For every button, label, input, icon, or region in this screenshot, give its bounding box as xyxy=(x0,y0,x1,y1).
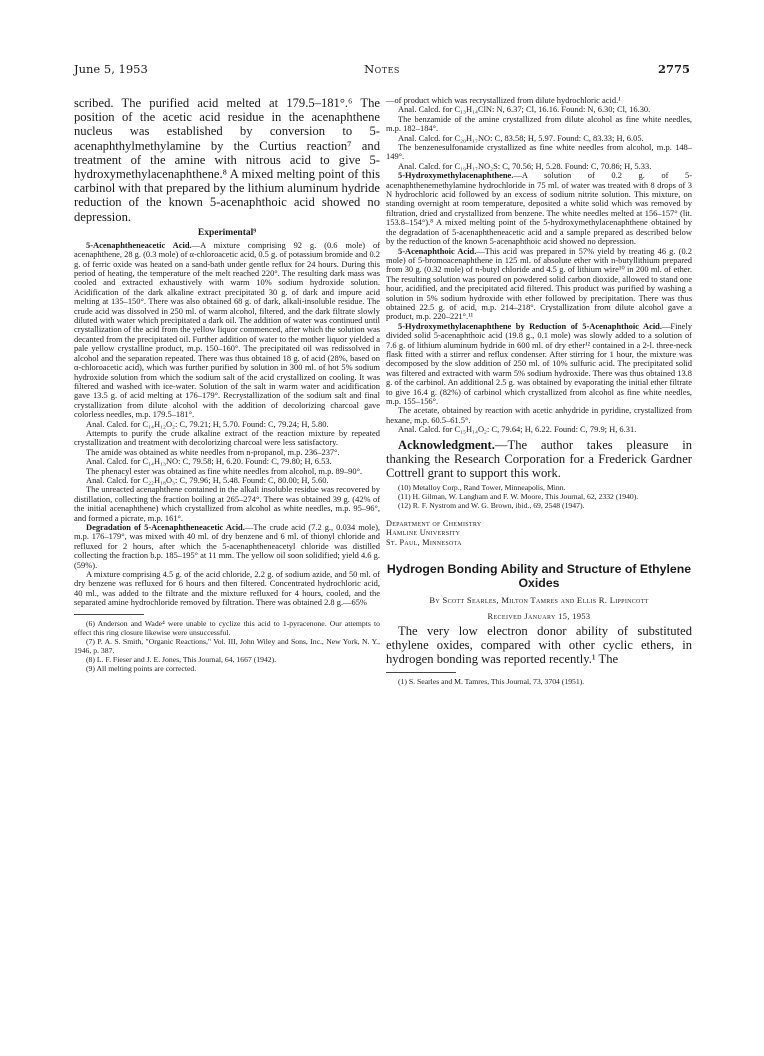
procedure-heading: 5-Acenaphtheneacetic Acid. xyxy=(86,239,192,250)
address-city: St. Paul, Minnesota xyxy=(386,538,462,548)
left-column xyxy=(74,96,380,673)
experimental-text xyxy=(74,241,380,608)
footnote-6: (6) Anderson and Wade⁴ were unable to cyclize this acid to 1-pyracenone. Our attempts to effect this ring closure likewise were unsuccessful. xyxy=(74,618,380,637)
paragraph: The acetate, obtained by reaction with acetic anhydride in pyridine, crystallized from hexane, m.p. 60.5–61.5°. xyxy=(386,405,692,425)
footnote-7: (7) P. A. S. Smith, "Organic Reactions," Vol. III, John Wiley and Sons, Inc., New York, N. Y., 1946, p. 387. xyxy=(74,636,380,655)
intro-paragraph: scribed. The purified acid melted at 179.5–181°.⁶ The position of the acetic acid residue in the acenaphthene nucleus was established by conversion to 5-acenaphthylmethylamine by the Curtius reaction⁷ and treatment of the amine with nitrous acid to give 5-hydroxymethylacenaphthene.⁸ A mixed melting point of this carbinol with that prepared by the lithium aluminum hydride reduction of the known 5-acenaphthoic acid showed no depression. xyxy=(74,96,380,224)
header-section: Notes xyxy=(364,62,400,76)
procedure-heading: 5-Hydroxymethylacenaphthene. xyxy=(398,170,514,181)
procedure-text: —Finely divided solid 5-acenaphthoic acid (19.8 g., 0.1 mole) was slowly added to a solution of 7.6 g. of lithium aluminum hydride in 600 ml. of dry ether¹² contained in a 2-l. three-neck flask fitted with a stirrer and reflux condenser. After stirring for 1 hour, the mixture was decomposed by the slow addition of 250 ml. of 10% sulfuric acid. The precipitated solid was filtered and extracted with warm 5% sodium hydroxide. There was thus obtained 13.8 g. of the carbinol. An additional 2.5 g. was obtained by evaporating the initial ether filtrate to give 16.4 g. (82%) of carbinol which crystallized from alcohol as fine white needles, m.p. 155–156°. xyxy=(386,320,692,406)
analysis-line: Anal. Calcd. for C₁₉H₁₇NO₂S: C, 70.56; H, 5.28. Found: C, 70.86; H, 5.33. xyxy=(398,160,652,171)
procedure-degradation xyxy=(74,523,380,570)
paragraph: —of product which was recrystallized from dilute hydrochloric acid.¹ xyxy=(386,95,621,105)
article-body: The very low electron donor ability of substituted ethylene oxides, compared with other cyclic ethers, in hydrogen bonding was reported recently.¹ The xyxy=(386,623,692,666)
paragraph: Attempts to purify the crude alkaline extract of the reaction mixture by repeated crystallization and treatment with decolorizing charcoal were less satisfactory. xyxy=(74,427,380,448)
procedure-reduction xyxy=(386,322,692,407)
footnotes xyxy=(386,483,692,510)
footnote-11: (11) H. Gilman, W. Langham and F. W. Moore, This Journal, 62, 2332 (1940). xyxy=(398,492,639,502)
paragraph: The amide was obtained as white needles from n-propanol, m.p. 236–237°. xyxy=(86,446,340,457)
procedure-text: —The crude acid (7.2 g., 0.034 mole), m.p. 176–179°, was mixed with 40 ml. of dry benzene and 6 ml. of thionyl chloride and refluxed for 2 hours, after which the 5-acenaphtheneacetyl chloride was distilled collecting the fraction b.p. 185–195° at 11 mm. The yellow oil soon solidified; yield 4.6 g. (59%). xyxy=(74,522,380,570)
right-column xyxy=(386,96,692,686)
procedure-heading: 5-Acenaphthoic Acid. xyxy=(398,245,477,256)
received-date: Received January 15, 1953 xyxy=(487,611,591,621)
experimental-continued xyxy=(386,96,692,435)
footnote-1: (1) S. Searles and M. Tamres, This Journal, 73, 3704 (1951). xyxy=(398,677,585,687)
article-title: Hydrogen Bonding Ability and Structure of Ethylene Oxides xyxy=(386,561,692,590)
article-authors: By Scott Searles, Milton Tamres and Ellis R. Lippincott xyxy=(429,594,649,605)
footnote-12: (12) R. F. Nystrom and W. G. Brown, ibid., 69, 2548 (1947). xyxy=(398,501,585,511)
analysis-line: Anal. Calcd. for C₂₀H₁₇NO: C, 83.58; H, 5.97. Found: C, 83.33; H, 6.05. xyxy=(398,132,644,143)
procedure-text: —A solution of 0.2 g. of 5-acenaphthenemethylamine hydrochloride in 75 ml. of water was treated with 8 drops of 3 N hydrochloric acid followed by an excess of sodium nitrite solution. This mixture, on standing overnight at room temperature, deposited a white solid which was removed by filtration, dried and crystallized from benzene. The white needles melted at 156–157° (lit. 153.8–154°).⁸ A mixed melting point of the 5-hydroxymethylacenaphthene obtained by the degradation of 5-acenaphtheneacetic acid and a sample prepared as described below by the reduction of the known 5-acenaphthoic acid showed no depression. xyxy=(386,170,692,247)
paragraph: A mixture comprising 4.5 g. of the acid chloride, 2.2 g. of sodium azide, and 50 ml. of dry benzene was refluxed for 6 hours and then filtered. Concentrated hydrochloric acid, 40 ml., was added to the filtrate and the mixture refluxed for 4 hours, cooled, and the separated amine hydrochloride removed by filtration. There was obtained 2.8 g.—65% xyxy=(74,569,380,608)
footnote-8: (8) L. F. Fieser and J. E. Jones, This Journal, 64, 1667 (1942). xyxy=(86,655,277,665)
address-department: Department of Chemistry xyxy=(386,518,482,528)
header-page-number: 2775 xyxy=(657,62,690,76)
analysis-line: Anal. Calcd. for C₁₅H₁₄O₂: C, 79.64; H, 6.22. Found: C, 79.9; H, 6.31. xyxy=(398,424,637,435)
procedure-text: —A mixture comprising 92 g. (0.6 mole) of acenaphthene, 28 g. (0.3 mole) of α-chloroacetic acid, 0.5 g. of potassium bromide and 0.2 g. of ferric oxide was heated on a sand-bath under gentle reflux for 24 hours. During this period of heating, the temperature of the melt reached 220°. The resulting dark mass was cooled and extracted exhaustively with warm 10% sodium hydroxide solution. Acidification of the dark alkaline extract precipitated 30 g. of dark and impure acid melting at 135–150°. There was also obtained 68 g. of dark, alkali-insoluble residue. The crude acid was dissolved in 250 ml. of warm alcohol, filtered, and the dark filtrate slowly diluted with water which precipitated a dark oil. The addition of water was continued until crystallization of the acid from the yellow liquor commenced, after which the solution was decanted from the precipitated oil. Further addition of water to the mother liquor yielded a pale yellow crystalline product, m.p. 150–160°. The precipitated oil was redissolved in alcohol and the separation repeated. There was thus obtained 18 g. of acid (28%, based on α-chloroacetic acid), which was further purified by solution in 300 ml. of hot 5% sodium hydroxide solution from which the sodium salt of the acid crystallized on cooling. It was filtered and washed with ice-water. Solution of the salt in warm water and acidification gave 13.5 g. of acid melting at 176–179°. Recrystallization of the sodium salt and final crystallization from dilute alcohol with the addition of decolorizing charcoal gave colorless needles, m.p. 179.5–181°. xyxy=(74,239,381,420)
acknowledgment-text: —The author takes pleasure in thanking the Research Corporation for a Frederick Gardner Cottrell grant to support this work. xyxy=(386,437,692,481)
analysis-line: Anal. Calcd. for C₁₄H₁₂O₂: C, 79.21; H, 5.70. Found: C, 79.24; H, 5.80. xyxy=(86,418,329,429)
footnotes xyxy=(74,619,380,674)
procedure-acenaphtheneacetic-acid xyxy=(74,241,380,420)
procedure-acenaphthoic-acid xyxy=(386,247,692,322)
header-date: June 5, 1953 xyxy=(74,62,148,76)
paragraph: The unreacted acenaphthene contained in the alkali insoluble residue was recovered by distillation, collecting the fraction boiling at 265–274°. There was obtained 39 g. (42% of the initial acenaphthene) which crystallized from alcohol as white needles, m.p. 95–96°, and formed a picrate, m.p. 161°. xyxy=(74,484,380,523)
footnote-10: (10) Metalloy Corp., Rand Tower, Minneapolis, Minn. xyxy=(398,483,566,493)
acknowledgment-heading: Acknowledgment. xyxy=(398,437,495,452)
footnotes xyxy=(386,677,692,686)
analysis-line: Anal. Calcd. for C₁₄H₁₃NO: C, 79.58; H, 6.20. Found: C, 79.80; H, 6.53. xyxy=(86,456,332,467)
author-address xyxy=(386,519,692,548)
page-header xyxy=(74,62,690,78)
analysis-line: Anal. Calcd. for C₁₃H₁₄ClN: N, 6.37; Cl, 16.16. Found: N, 6.30; Cl, 16.30. xyxy=(398,104,651,115)
acknowledgment xyxy=(386,438,692,481)
paragraph: The benzamide of the amine crystallized from dilute alcohol as fine white needles, m.p. 182–184°. xyxy=(386,113,692,134)
procedure-heading: Degradation of 5-Acenaphtheneacetic Acid. xyxy=(86,522,245,533)
footnote-divider xyxy=(386,672,456,673)
procedure-hydroxymethylacenaphthene xyxy=(386,171,692,246)
procedure-text: —This acid was prepared in 57% yield by treating 46 g. (0.2 mole) of 5-bromoacenaphthene in 125 ml. of absolute ether with n-butyllithium prepared from 30 g. (0.32 mole) of n-butyl chloride and 4.5 g. of lithium wire¹⁰ in 200 ml. of ether. The resulting solution was poured on powdered solid carbon dioxide, allowed to stand one hour, acidified, and the precipitated acid filtered. This product was purified by washing a solution in 5% sodium hydroxide with ether followed by precipitation. There was thus obtained 22.5 g. of acid, m.p. 214–218°. Crystallization from dilute alcohol gave a product, m.p. 220–221°.¹¹ xyxy=(386,245,692,322)
procedure-heading: 5-Hydroxymethylacenaphthene by Reduction of 5-Acenaphthoic Acid. xyxy=(398,320,662,331)
experimental-heading: Experimental⁹ xyxy=(197,227,257,238)
paragraph: The benzenesulfonamide crystallized as fine white needles from alcohol, m.p. 148–149°. xyxy=(386,142,692,162)
footnote-divider xyxy=(74,614,144,615)
footnote-9: (9) All melting points are corrected. xyxy=(86,664,197,674)
analysis-line: Anal. Calcd. for C₂₂H₁₈O₃: C, 79.96; H, 5.48. Found: C, 80.00; H, 5.60. xyxy=(86,474,329,485)
address-university: Hamline University xyxy=(386,528,461,538)
paragraph: The phenacyl ester was obtained as fine white needles from alcohol, m.p. 89–90°. xyxy=(86,465,363,476)
